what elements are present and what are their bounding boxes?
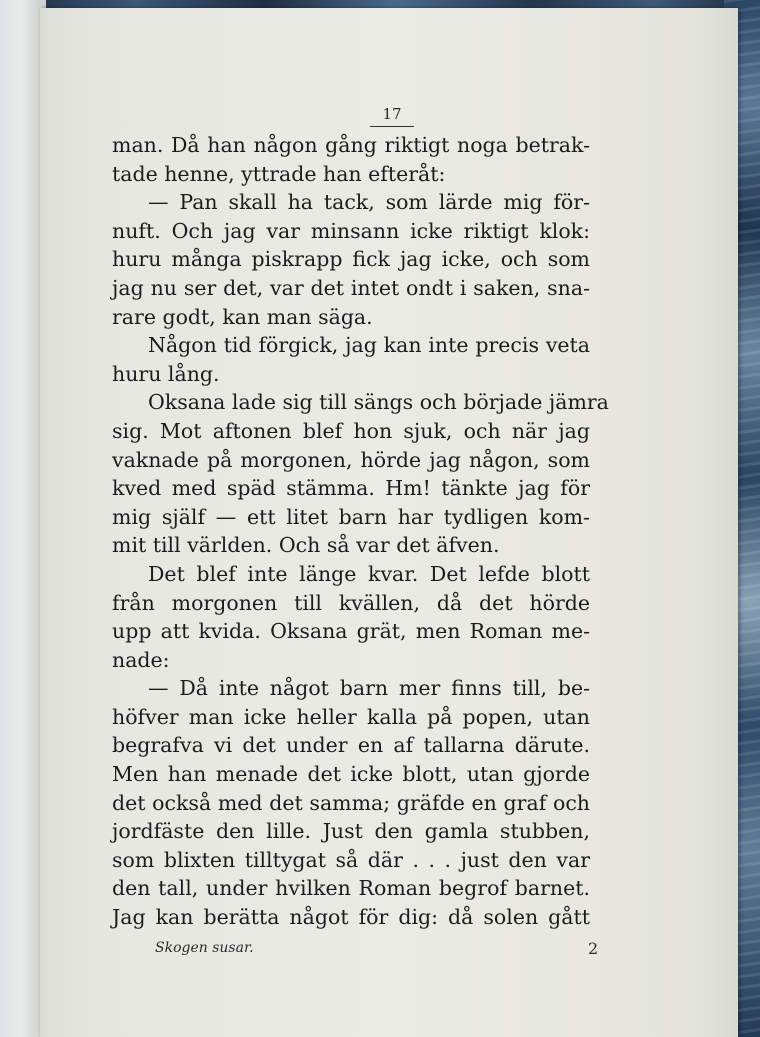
text-line: jordfäste den lille. Just den gamla stubben, [112, 819, 590, 844]
text-line: man. Då han någon gång riktigt noga betrak- [112, 133, 590, 157]
text-line: huru lång. [112, 361, 220, 386]
text-line: nade: [112, 647, 170, 672]
text-line: Jag kan berätta något för dig: då solen gått [112, 905, 590, 930]
text-line: jag nu ser det, var det intet ondt i saken, sna- [112, 275, 590, 300]
page-number: 17 [382, 105, 402, 123]
text-line: — Pan skall ha tack, som lärde mig för- [148, 190, 590, 215]
text-line: Oksana lade sig till sängs och började jämra [148, 390, 609, 415]
text-line: från morgonen till kvällen, då det hörde [112, 590, 590, 615]
text-line: upp att kvida. Oksana grät, men Roman me- [112, 619, 590, 644]
text-line: kved med späd stämma. Hm! tänkte jag för [112, 476, 590, 501]
footer-signature-number: 2 [588, 939, 599, 958]
body-text [112, 131, 609, 932]
text-line: rare godt, kan man säga. [112, 304, 373, 329]
text-line: mit till världen. Och så var det äfven. [112, 533, 500, 558]
text-line: vaknade på morgonen, hörde jag någon, som [112, 447, 590, 472]
text-line: som blixten tilltygat så där . . . just den var [112, 847, 590, 872]
page-number-rule [370, 126, 414, 127]
text-line: Det blef inte länge kvar. Det lefde blott [148, 561, 590, 586]
text-line: tade henne, yttrade han efteråt: [112, 161, 446, 186]
text-line: huru många piskrapp fick jag icke, och som [112, 247, 590, 272]
text-line: höfver man icke heller kalla på popen, utan [112, 704, 590, 729]
text-line: begrafva vi det under en af tallarna därute. [112, 733, 590, 758]
text-line: den tall, under hvilken Roman begrof barnet. [112, 876, 590, 901]
text-line: sig. Mot aftonen blef hon sjuk, och när jag [112, 418, 590, 443]
text-line: Men han menade det icke blott, utan gjorde [112, 762, 590, 787]
text-line: — Då inte något barn mer finns till, be- [148, 676, 590, 701]
text-line: nuft. Och jag var minsann icke riktigt klok: [112, 218, 590, 243]
text-line: det också med det samma; gräfde en graf och [112, 790, 590, 815]
text-line: Någon tid förgick, jag kan inte precis veta [148, 333, 590, 358]
footer-book-title: Skogen susar. [155, 940, 254, 956]
text-line: mig själf — ett litet barn har tydligen kom- [112, 504, 590, 529]
